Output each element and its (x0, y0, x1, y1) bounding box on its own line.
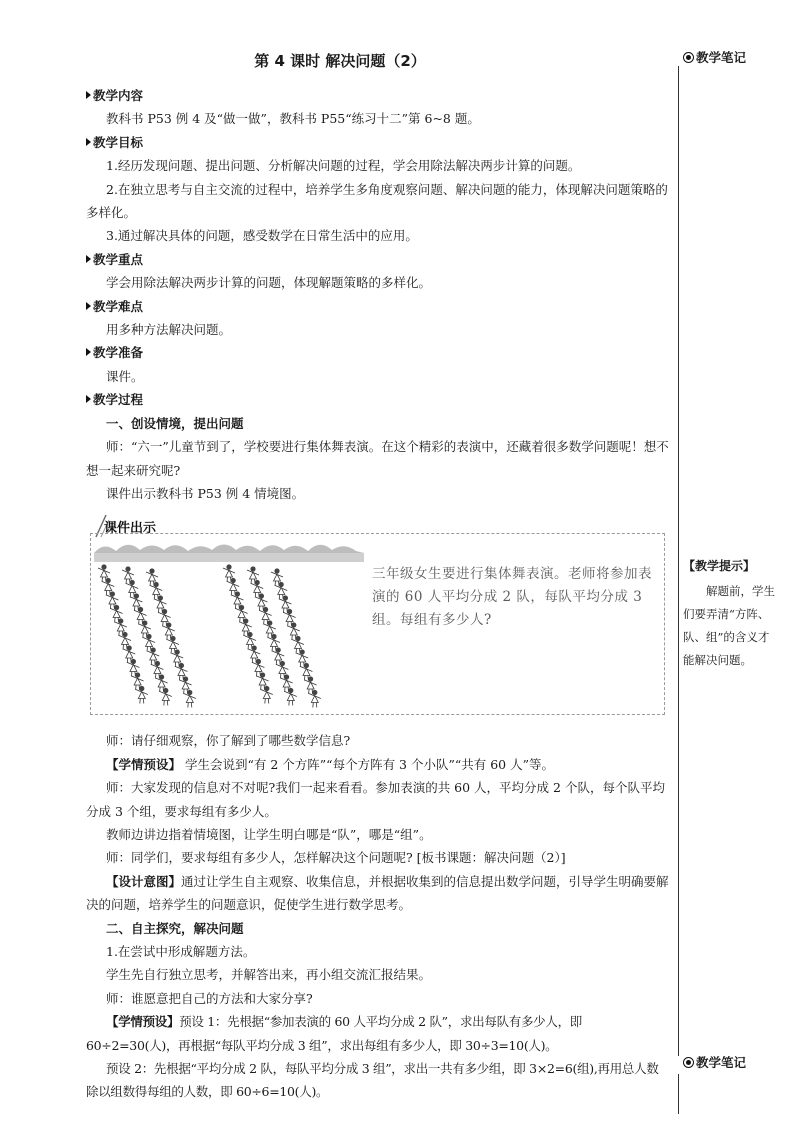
section-heading-process: 教学过程 (86, 388, 670, 411)
content-text: 教科书 P53 例 4 及“做一做”，教科书 P55“练习十二”第 6~8 题。 (106, 111, 480, 127)
paragraph: 1.在尝试中形成解题方法。 (106, 943, 256, 959)
dancer-figure (261, 686, 273, 704)
paragraph: 师：大家发现的信息对不对呢?我们一起来看看。参加表演的共 60 人，平均分成 2 个队，每个队平均分成 3 个组，要求每组有多少人。 (86, 780, 665, 819)
sidebar-tip-title: 【教学提示】 (683, 559, 756, 573)
dancer-figure (136, 686, 148, 704)
notes-circle-icon (683, 52, 694, 63)
courseware-label: 课件出示 (104, 521, 157, 537)
triangle-bullet-icon (86, 91, 91, 99)
goal-item: 1.经历发现问题、提出问题、分析解决问题的过程，学会用除法解决两步计算的问题。 (106, 158, 581, 174)
dance-scene-illustration (94, 541, 364, 709)
triangle-bullet-icon (86, 348, 91, 356)
dancer-figure (309, 690, 321, 708)
triangle-bullet-icon (86, 255, 91, 263)
triangle-bullet-icon (86, 395, 91, 403)
prep-text: 课件。 (106, 368, 144, 384)
triangle-bullet-icon (86, 138, 91, 146)
section-heading-prep: 教学准备 (86, 341, 670, 364)
paragraph: 师：“六一”儿童节到了，学校要进行集体舞表演。在这个精彩的表演中，还藏着很多数学问题呢！想不想一起来研究呢? (86, 439, 669, 478)
paragraph: 【学情预设】 学生会说到“有 2 个方阵”“每个方阵有 3 个小队”“共有 60 人”等。 (106, 756, 554, 772)
goal-item: 2.在独立思考与自主交流的过程中，培养学生多角度观察问题、解决问题的能力，体现解决问题策略的多样化。 (86, 181, 668, 221)
sidebar-notes-label: 教学笔记 (683, 1053, 746, 1071)
paragraph: 课件出示教科书 P53 例 4 情境图。 (106, 485, 305, 501)
triangle-bullet-icon (86, 302, 91, 310)
sidebar-tip-text: 解题前，学生们要弄清“方阵、队、组”的含义才能解决问题。 (683, 584, 775, 667)
paragraph: 【设计意图】通过让学生自主观察、收集信息，并根据收集到的信息提出数学问题，引导学生明确要解决的问题，培养学生的问题意识，促使学生进行数学思考。 (86, 873, 669, 913)
courseware-box (90, 511, 665, 721)
part2-heading: 二、自主探究，解决问题 (106, 920, 244, 936)
sidebar-divider (678, 66, 679, 1056)
courseware-problem-text: 三年级女生要进行集体舞表演。老师将参加表演的 60 人平均分成 2 队，每队平均分成 3 组。每组有多少人? (372, 566, 652, 629)
paragraph: 预设 2：先根据“平均分成 2 队，每队平均分成 3 组”，求出一共有多少组，即 3×2=6(组),再用总人数除以组数得每组的人数，即 60÷6=10(人)。 (86, 1061, 659, 1100)
key-text: 学会用除法解决两步计算的问题，体现解题策略的多样化。 (106, 275, 432, 291)
page-title: 第 4 课时 解决问题（2） (254, 52, 426, 70)
paragraph: 学生先自行独立思考，并解答出来，再小组交流汇报结果。 (106, 967, 432, 983)
notes-circle-icon (683, 1057, 694, 1068)
section-heading-key: 教学重点 (86, 248, 670, 271)
lesson-body (86, 84, 670, 1104)
difficulty-text: 用多种方法解决问题。 (106, 322, 232, 338)
section-heading-goals: 教学目标 (86, 131, 670, 154)
goal-item: 3.通过解决具体的问题，感受数学在日常生活中的应用。 (106, 228, 418, 244)
dancer-figure (285, 688, 297, 706)
dancer-figure (160, 688, 172, 706)
paragraph: 教师边讲边指着情境图，让学生明白哪是“队”，哪是“组”。 (106, 826, 432, 842)
dancer-formation-left (98, 565, 196, 708)
section-heading-difficulty: 教学难点 (86, 295, 670, 318)
paragraph: 【学情预设】预设 1：先根据“参加表演的 60 人平均分成 2 队”，求出每队有多少人，即 60÷2=30(人)，再根据“每队平均分成 3 组”，求出每组有多少人，即 30÷3=10(人)。 (86, 1014, 582, 1053)
paragraph: 师：请仔细观察，你了解到了哪些数学信息? (106, 733, 351, 749)
sidebar-divider (678, 1074, 679, 1114)
dancer-formation-right (223, 565, 321, 708)
dancer-figure (184, 690, 196, 708)
paragraph: 师：同学们，要求每组有多少人，怎样解决这个问题呢? [板书课题：解决问题（2）] (106, 850, 566, 866)
sidebar-notes-label: 教学笔记 (683, 48, 746, 66)
paragraph: 师：谁愿意把自己的方法和大家分享? (106, 990, 313, 1006)
part1-heading: 一、创设情境，提出问题 (106, 415, 244, 431)
section-heading-content: 教学内容 (86, 84, 670, 107)
